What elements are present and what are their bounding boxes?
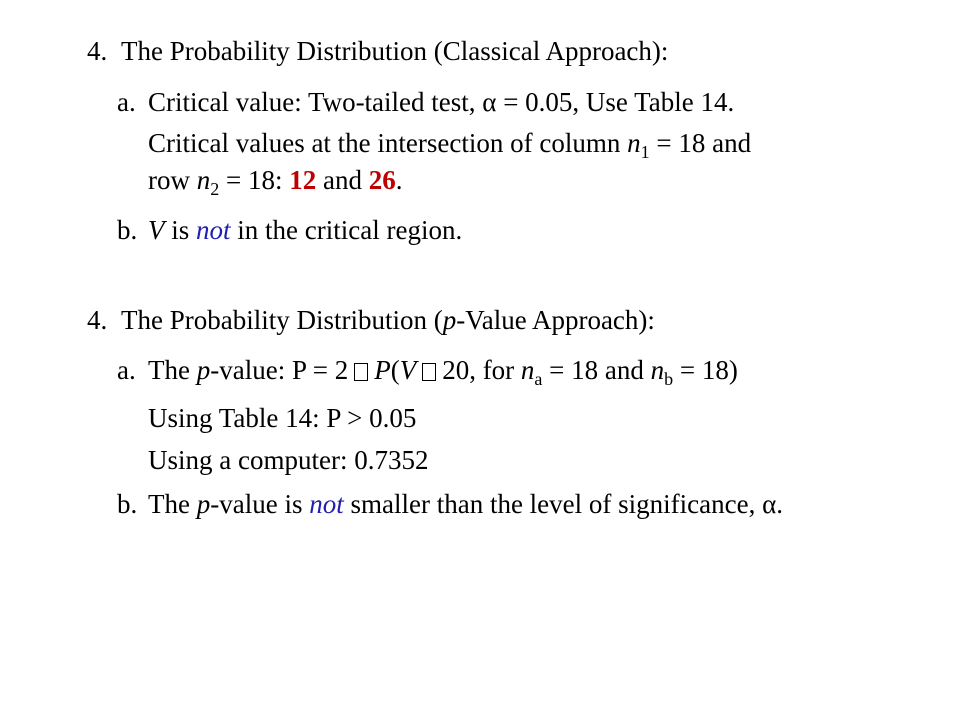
formula-t3: 20, for (442, 355, 521, 385)
critical-l2-pre: row (148, 165, 197, 195)
formula-open-paren: ( (390, 355, 400, 385)
alpha-symbol: α (762, 489, 777, 519)
not-emphasis: not (196, 215, 231, 245)
prob-p-var: P (374, 355, 391, 385)
item-a-marker: a. (117, 355, 136, 385)
conclusion-end: . (776, 489, 783, 519)
critical-line1-text (148, 127, 752, 162)
critical-and: and (316, 165, 369, 195)
conclusion-t2: -value is (210, 489, 310, 519)
subscript-b: b (664, 369, 674, 389)
not-emphasis: not (309, 489, 344, 519)
critical-l1-pre: Critical values at the intersection of column (148, 128, 628, 158)
formula-t4: = 18 and (542, 355, 651, 385)
n-var: n (650, 355, 665, 385)
item-a-marker: a. (117, 87, 136, 117)
subscript-a: a (534, 369, 543, 389)
missing-glyph-box-icon (422, 363, 436, 381)
critical-value-low: 12 (289, 165, 317, 195)
computer-result: Using a computer: 0.7352 (148, 445, 429, 475)
missing-glyph-box-icon (354, 363, 368, 381)
section2-number: 4. (87, 305, 108, 335)
item-b-is: is (164, 215, 197, 245)
formula-t1: The (148, 355, 197, 385)
n-var: n (520, 355, 535, 385)
conclusion-text (148, 488, 783, 520)
critical-value-high: 26 (368, 165, 396, 195)
section1-number: 4. (87, 36, 108, 66)
section2-heading-pre: The Probability Distribution ( (121, 305, 443, 335)
item-b-text (148, 214, 462, 246)
n-var: n (196, 165, 211, 195)
item-a-post: = 0.05, Use Table 14. (496, 87, 735, 117)
critical-l2-mid: = 18: (219, 165, 290, 195)
section2-heading-post: -Value Approach): (456, 305, 655, 335)
item-b-marker: b. (117, 489, 138, 519)
section1-heading: The Probability Distribution (Classical Approach): (121, 36, 669, 66)
formula-t2: -value: P = 2 (210, 355, 349, 385)
alpha-symbol: α (482, 87, 497, 117)
critical-line2-text (148, 164, 403, 199)
p-var: p (196, 355, 211, 385)
subscript-1: 1 (640, 142, 650, 162)
item-b-marker: b. (117, 215, 138, 245)
p-value-formula (148, 354, 738, 389)
formula-t5: = 18) (673, 355, 738, 385)
n-var: n (627, 128, 641, 158)
conclusion-t3: smaller than the level of significance, (343, 489, 763, 519)
item-a-text (148, 86, 734, 118)
v-var: V (148, 215, 165, 245)
table-result: Using Table 14: P > 0.05 (148, 403, 417, 433)
critical-l1-post: = 18 and (649, 128, 752, 158)
v-var: V (399, 355, 417, 385)
p-var: p (442, 305, 457, 335)
p-var: p (196, 489, 211, 519)
section2-heading (121, 304, 655, 336)
subscript-2: 2 (210, 179, 220, 199)
item-b-rest: in the critical region. (230, 215, 463, 245)
critical-end: . (395, 165, 403, 195)
conclusion-t1: The (148, 489, 197, 519)
item-a-pre: Critical value: Two-tailed test, (148, 87, 483, 117)
